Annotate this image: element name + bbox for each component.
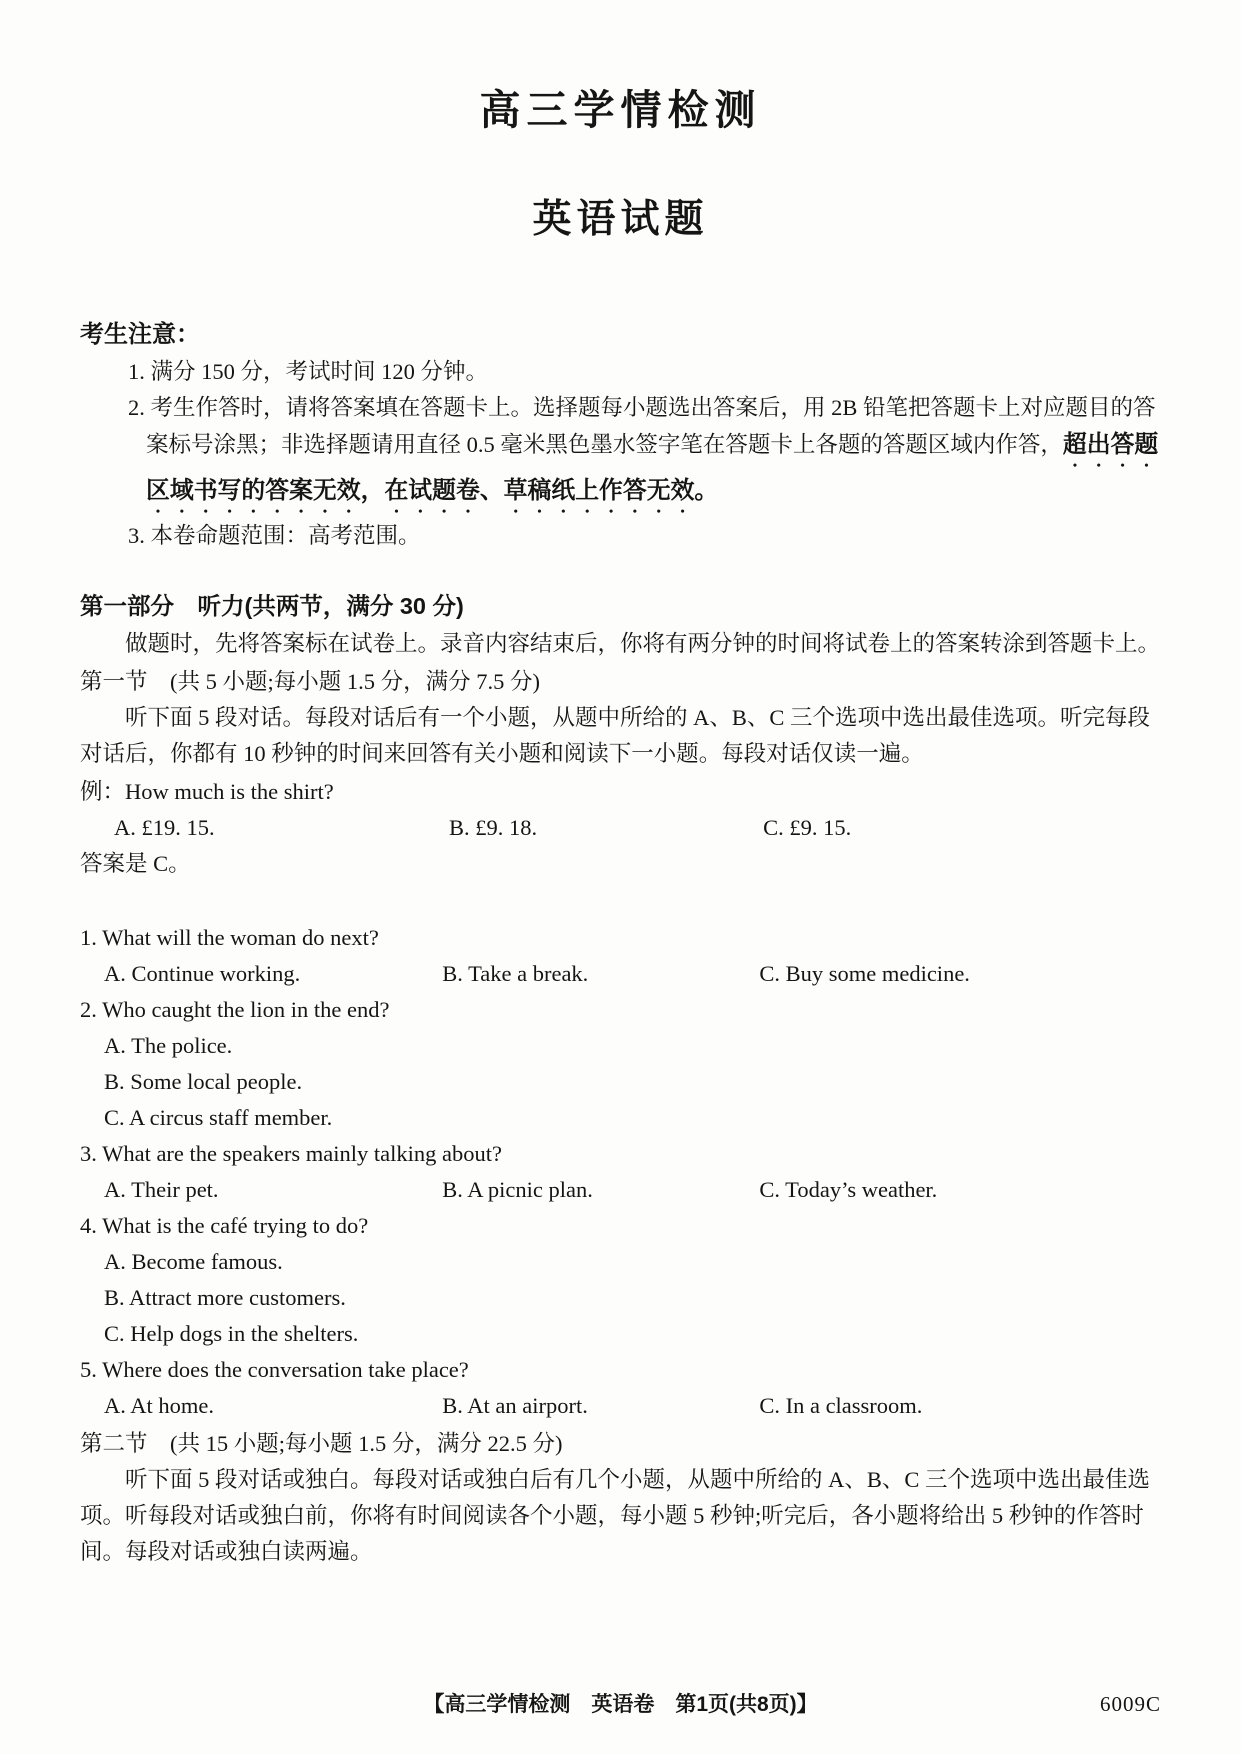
- part1-intro: 做题时，先将答案标在试卷上。录音内容结束后，你将有两分钟的时间将试卷上的答案转涂到答题卡上。: [125, 630, 1161, 656]
- question-3-option-c: C. Today’s weather.: [759, 1176, 938, 1202]
- part1-heading: 第一部分 听力(共两节，满分 30 分): [80, 593, 464, 620]
- question-3-options: [80, 1172, 1161, 1208]
- example-prompt: 例：How much is the shirt?: [80, 778, 334, 804]
- footer-title: 【高三学情检测 英语卷 第1页(共8页)】: [423, 1693, 818, 1716]
- question-4: [80, 1208, 1161, 1352]
- question-2-text: 2. Who caught the lion in the end?: [80, 996, 390, 1022]
- footer-paper-code: 6009C: [1099, 1692, 1161, 1716]
- example-option-a: A. £19. 15.: [114, 814, 215, 840]
- example-options: [80, 810, 1161, 846]
- question-5: [80, 1352, 1161, 1424]
- notice-item-3: 3. 本卷命题范围：高考范围。: [128, 523, 421, 549]
- question-1: [80, 920, 1161, 992]
- page-subtitle: 英语试题: [532, 198, 709, 242]
- question-list: [80, 920, 1161, 1424]
- question-2-option-a: A. The police.: [104, 1032, 233, 1058]
- question-3-option-a: A. Their pet.: [104, 1176, 219, 1202]
- question-2-option-b: B. Some local people.: [104, 1068, 303, 1094]
- question-5-options: [80, 1388, 1161, 1424]
- question-4-option-b: B. Attract more customers.: [104, 1284, 346, 1310]
- question-5-text: 5. Where does the conversation take place?: [80, 1356, 469, 1382]
- page-title: 高三学情检测: [479, 87, 762, 133]
- question-1-option-b: B. Take a break.: [442, 960, 589, 986]
- notice-heading: 考生注意：: [80, 320, 200, 348]
- question-2-options: [80, 1028, 1161, 1136]
- page-footer: [80, 1688, 1161, 1718]
- question-3-text: 3. What are the speakers mainly talking about?: [80, 1140, 502, 1166]
- example-option-c: C. £9. 15.: [763, 814, 852, 840]
- question-1-options: [80, 956, 1161, 992]
- example-answer: 答案是 C。: [80, 850, 191, 876]
- question-4-options: [80, 1244, 1161, 1352]
- notice-item-2-emphasis: 超出答题区域书写的答案无效，在试题卷、草稿纸上作答无效。: [146, 432, 1159, 505]
- question-4-text: 4. What is the café trying to do?: [80, 1212, 369, 1238]
- question-1-text: 1. What will the woman do next?: [80, 924, 379, 950]
- notice-item-1: 1. 满分 150 分，考试时间 120 分钟。: [128, 359, 489, 385]
- question-1-option-a: A. Continue working.: [104, 960, 301, 986]
- question-1-option-c: C. Buy some medicine.: [759, 960, 970, 986]
- question-5-option-b: B. At an airport.: [442, 1392, 588, 1418]
- question-2-option-c: C. A circus staff member.: [104, 1104, 333, 1130]
- section1-heading: 第一节 (共 5 小题;每小题 1.5 分，满分 7.5 分): [80, 668, 540, 694]
- question-3-option-b: B. A picnic plan.: [442, 1176, 593, 1202]
- question-4-option-c: C. Help dogs in the shelters.: [104, 1320, 359, 1346]
- question-4-option-a: A. Become famous.: [104, 1248, 283, 1274]
- section2-intro: 听下面 5 段对话或独白。每段对话或独白后有几个小题，从题中所给的 A、B、C 三个选项中选出最佳选项。听每段对话或独白前，你将有时间阅读各个小题，每小题 5 秒钟;听完后，各小题将给出 5 秒钟的作答时间。每段对话或独白读两遍。: [80, 1466, 1151, 1564]
- question-2: [80, 992, 1161, 1136]
- question-3: [80, 1136, 1161, 1208]
- notice-item-2: [128, 390, 1161, 518]
- section1-intro: 听下面 5 段对话。每段对话后有一个小题，从题中所给的 A、B、C 三个选项中选出最佳选项。听完每段对话后，你都有 10 秒钟的时间来回答有关小题和阅读下一小题。每段对话仅读一遍。: [80, 704, 1151, 766]
- section2-heading: 第二节 (共 15 小题;每小题 1.5 分，满分 22.5 分): [80, 1430, 563, 1456]
- example-option-b: B. £9. 18.: [449, 814, 538, 840]
- question-5-option-c: C. In a classroom.: [759, 1392, 923, 1418]
- question-5-option-a: A. At home.: [104, 1392, 214, 1418]
- section2: [80, 1426, 1161, 1570]
- notice-item-2-text: 2. 考生作答时，请将答案填在答题卡上。选择题每小题选出答案后，用 2B 铅笔把答题卡上对应题目的答案标号涂黑；非选择题请用直径 0.5 毫米黑色墨水签字笔在答题卡上各题的答题区域内作答，: [128, 395, 1156, 458]
